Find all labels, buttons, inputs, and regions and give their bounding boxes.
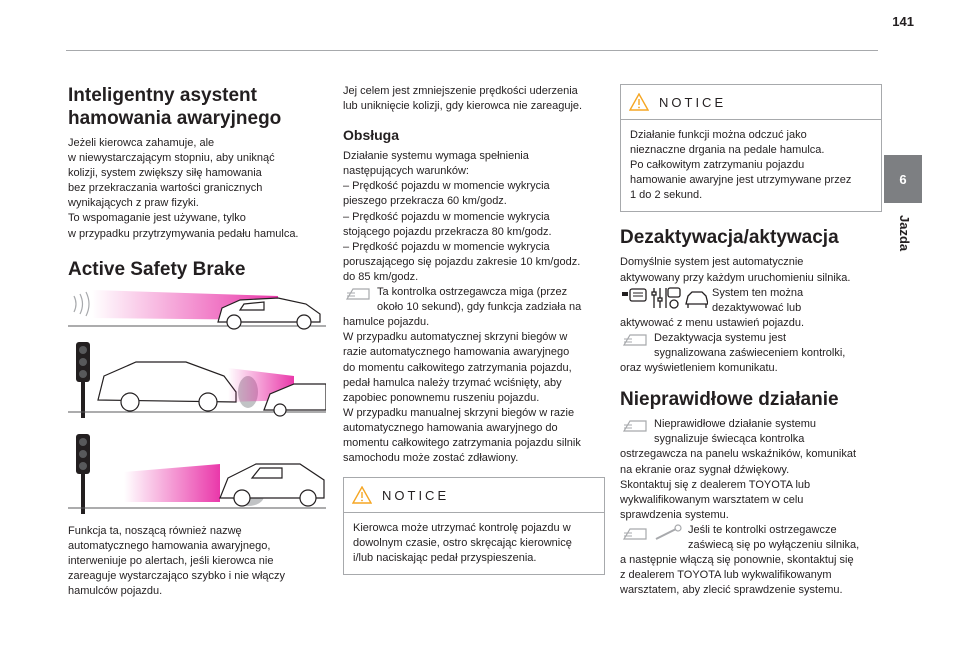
- traffic-light-icon: [76, 342, 90, 418]
- section-title-operation: Obsługa: [343, 127, 400, 144]
- brake-warning-lamp-icon: [624, 529, 646, 539]
- section-title-malfunction: Nieprawidłowe działanie: [620, 389, 839, 411]
- notice-title: NOTICE: [659, 94, 727, 110]
- active-safety-brake-caption: Funkcja ta, noszącą również nazwę automatycznego hamowania awaryjnego, interweniuje po alertach, jeśli kierowca nie zareaguje wystarczająco szybko i nie włączy hamulców pojazdu.: [68, 525, 286, 598]
- page-number: 141: [892, 14, 914, 29]
- settings-sliders-icon: [652, 288, 680, 308]
- malfunction-text: ostrzegawcza na panelu wskaźników, komunikat na ekranie oraz sygnał dźwiękowy. Skontaktuj się z dealerem TOYOTA lub wykwalifikowanym warsztatem w celu sprawdzenia systemu.: [620, 448, 857, 521]
- section-title-deactivation: Dezaktywacja/aktywacja: [620, 227, 839, 249]
- car-front-icon: [686, 292, 708, 308]
- notice-text: Kierowca może utrzymać kontrolę pojazdu w dowolnym czasie, ostro skręcając kierownicę i/lub naciskając pedał przyspieszenia.: [353, 522, 572, 565]
- chapter-label: Jazda: [897, 215, 912, 252]
- deactivation-message-text: oraz wyświetleniem komunikatu.: [620, 362, 778, 375]
- warning-lamps-icons: [620, 523, 684, 545]
- deactivation-lamp-paragraph: Dezaktywacja systemu jest sygnalizowana zaświeceniem kontrolki,: [620, 331, 882, 361]
- malfunction-lamp-paragraph: Nieprawidłowe działanie systemu sygnalizuje świecąca kontrolka: [620, 417, 882, 447]
- vehicle-settings-icons: [620, 286, 708, 312]
- settings-icons-paragraph: System ten można dezaktywować lub: [620, 286, 882, 316]
- column-1: [68, 84, 330, 281]
- malfunction-lamps-paragraph: Jeśli te kontrolki ostrzegawcze zaświecą się po wyłączeniu silnika,: [620, 523, 882, 553]
- brake-warning-lamp-icon: [620, 331, 650, 349]
- column-2: [343, 84, 605, 575]
- lamp-paragraph: Ta kontrolka ostrzegawcza miga (przez około 10 sekund), gdy funkcja zadziała na: [343, 285, 605, 315]
- car-icon: [220, 464, 324, 506]
- warning-triangle-icon: [352, 486, 372, 504]
- brake-assist-text: Jeżeli kierowca zahamuje, ale w niewystarczającym stopniu, aby uniknąć kolizji, system zwiększy siłę hamowania bez przekraczania wartości granicznych wynikających z praw fizyki. To wspomaganie jest używane, tylko w przypadku przytrzymywania pedału hamulca.: [68, 137, 299, 240]
- operation-conditions-text: Działanie systemu wymaga spełnienia następujących warunków: – Prędkość pojazdu w momencie wykrycia pieszego przekracza 60 km/godz. – Prędkość pojazdu w momencie wykrycia stojącego pojazdu przekracza 80 km/godz. – Prędkość pojazdu w momencie wykrycia poruszającego się pojazdu zakresie 10 km/godz. do 85 km/godz.: [343, 150, 581, 283]
- traffic-light-icon: [76, 434, 90, 514]
- deactivation-intro: Domyślnie system jest automatycznie aktywowany przy każdym uruchomieniu silnika.: [620, 256, 851, 284]
- car-icon: [218, 298, 320, 329]
- chapter-number: 6: [899, 171, 907, 187]
- notice-box-control: [343, 477, 605, 575]
- notice-title: NOTICE: [382, 487, 450, 503]
- brake-warning-lamp-icon: [620, 417, 650, 435]
- notice-text: Działanie funkcji można odczuć jako nieznaczne drgania na pedale hamulca. Po całkowitym zatrzymaniu pojazdu hamowanie awaryjne jest utrzymywane przez 1 do 2 sekund.: [630, 129, 852, 202]
- car-approaching-pedestrian-illustration: [68, 340, 326, 418]
- column-3: [620, 84, 882, 598]
- wrench-icon: [656, 525, 681, 539]
- notice-box-vibration: [620, 84, 882, 212]
- section-title-active-safety-brake: Active Safety Brake: [68, 258, 246, 280]
- car-icon: [98, 362, 236, 411]
- lamp-continued-text: hamulce pojazdu. W przypadku automatycznej skrzyni biegów w razie automatycznego hamowania awaryjnego do momentu całkowitego zatrzymania pojazdu, pedał hamulca należy trzymać wciśnięty, aby zapobiec ponownemu ruszeniu pojazdu. W przypadku manualnej skrzyni biegów w razie automatycznego hamowania awaryjnego do momentu całkowitego zatrzymania pojazdu silnik samochodu może zostać zdławiony.: [343, 316, 581, 465]
- brake-warning-lamp-icon: [343, 285, 373, 303]
- header-divider: [66, 50, 878, 51]
- chapter-tab[interactable]: [884, 155, 922, 203]
- deactivation-menu-text: aktywować z menu ustawień pojazdu.: [620, 316, 805, 329]
- malfunction-contact-text: a następnie włączą się ponownie, skontaktuj się z dealerem TOYOTA lub wykwalifikowanym warsztatem, aby zlecić sprawdzenie systemu.: [620, 554, 854, 597]
- car-approaching-traffic-light-illustration: [68, 432, 326, 514]
- menu-icon: [622, 289, 646, 301]
- purpose-text: Jej celem jest zmniejszenie prędkości uderzenia lub uniknięcie kolizji, gdy kierowca nie zareaguje.: [343, 85, 583, 113]
- section-title-brake-assist: Inteligentny asystent hamowania awaryjnego: [68, 85, 282, 129]
- warning-triangle-icon: [629, 93, 649, 111]
